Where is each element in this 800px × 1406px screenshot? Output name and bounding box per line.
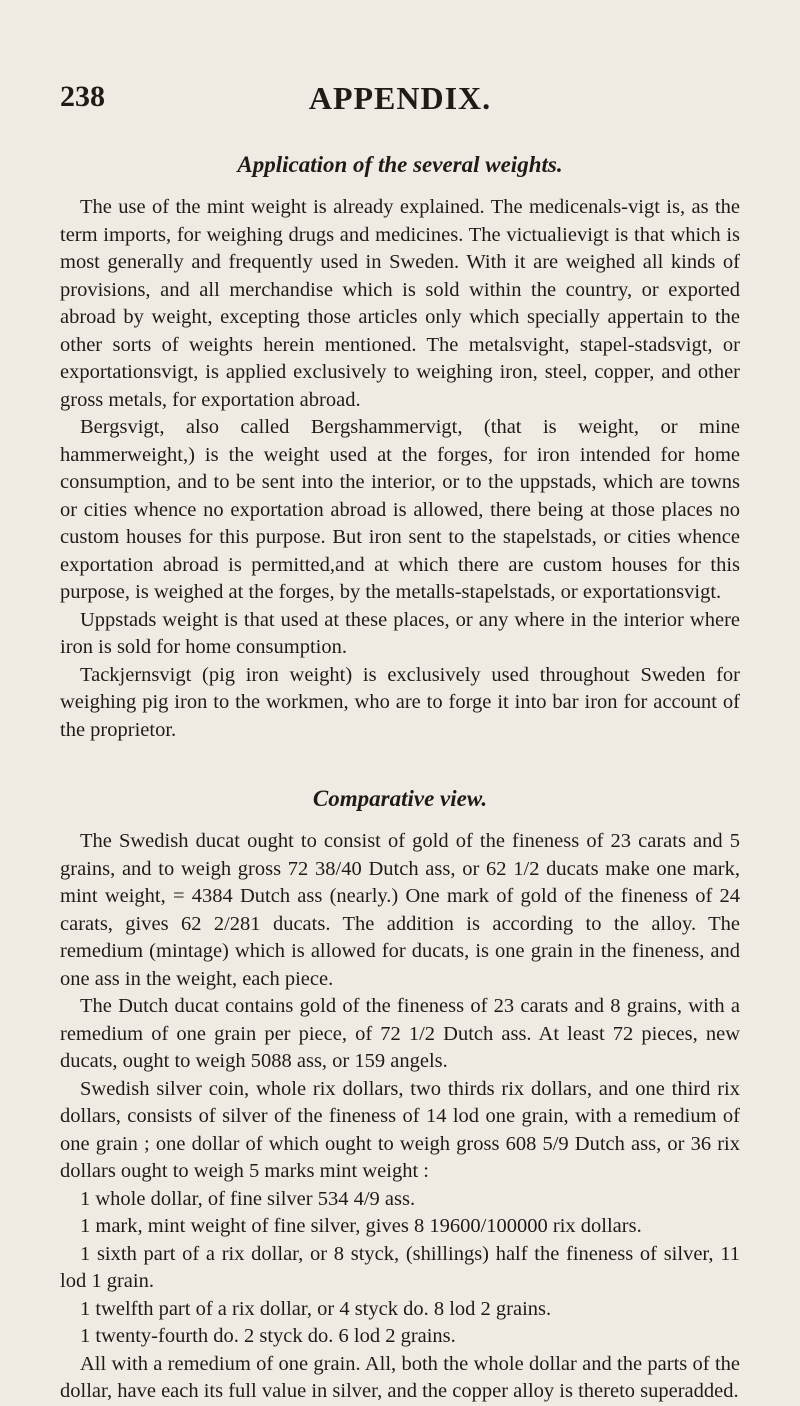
paragraph: The Dutch ducat contains gold of the fineness of 23 carats and 8 grains, with a remedium of one grain per piece, of 72 1/2 Dutch ass. At least 72 pieces, new ducats, ought to weigh 5088 ass, or 159 angels.: [60, 995, 740, 1072]
paragraph: The use of the mint weight is already explained. The medicenals-vigt is, as the term imports, for weighing drugs and medicines. The victualievigt is that which is most generally and frequently used in Sweden. With it are weighed all kinds of provisions, and all merchandise which is sold within the country, or exported abroad by weight, excepting those articles only which specially appertain to the other sorts of weights herein mentioned. The metalsvight, stapel-stadsvigt, or exportationsvigt, is applied exclusively to weighing iron, steel, copper, and other gross metals, for exportation abroad.: [60, 196, 740, 411]
paragraph: Bergsvigt, also called Bergshammervigt, (that is weight, or mine hammerweight,) is the weight used at the forges, for iron intended for home consumption, and to be sent into the interior, or to the uppstads, which are towns or cities whence no exportation abroad is allowed, there being at those places no custom houses for this purpose. But iron sent to the stapelstads, or cities whence exportation abroad is permitted,and at which there are custom houses for this purpose, is weighed at the forges, by the metalls-stapelstads, or exportationsvigt.: [60, 416, 740, 603]
section-heading: Comparative view.: [312, 786, 488, 811]
list-item: 1 mark, mint weight of fine silver, gives 8 19600/100000 rix dollars.: [80, 1215, 642, 1237]
section-heading: Application of the several weights.: [237, 152, 563, 177]
running-head: APPENDIX.: [308, 80, 492, 116]
paragraph: Swedish silver coin, whole rix dollars, two thirds rix dollars, and one third rix dollars, consists of silver of the fineness of 14 lod one grain, with a remedium of one grain ; one dollar of which ought to weigh gross 608 5/9 Dutch ass, or 36 rix dollars ought to weigh 5 marks mint weight :: [60, 1077, 740, 1182]
closing-paragraph: All with a remedium of one grain. All, both the whole dollar and the parts of the dollar, have each its full value in silver, and the copper alloy is thereto superadded.: [60, 1352, 740, 1402]
page-number: 238: [60, 80, 105, 113]
paragraph: Uppstads weight is that used at these places, or any where in the interior where iron is sold for home consumption.: [60, 608, 740, 658]
list-item: 1 sixth part of a rix dollar, or 8 styck, (shillings) half the fineness of silver, 11 lod 1 grain.: [60, 1242, 740, 1292]
page-body: [60, 150, 740, 1406]
list-item: 1 whole dollar, of fine silver 534 4/9 ass.: [80, 1187, 416, 1210]
list-item: 1 twenty-fourth do. 2 styck do. 6 lod 2 grains.: [80, 1325, 456, 1347]
page-header: [60, 80, 740, 120]
list-item: 1 twelfth part of a rix dollar, or 4 styck do. 8 lod 2 grains.: [80, 1297, 552, 1320]
coin-list: [60, 1186, 740, 1351]
section-divider: [60, 744, 740, 784]
paragraph: The Swedish ducat ought to consist of gold of the fineness of 23 carats and 5 grains, and to weigh gross 72 38/40 Dutch ass, or 62 1/2 ducats make one mark, mint weight, = 4384 Dutch ass (nearly.) One mark of gold of the fineness of 24 carats, gives 62 2/281 ducats. The addition is according to the alloy. The remedium (mintage) which is allowed for ducats, is one grain in the fineness, and one ass in the weight, each piece.: [60, 830, 740, 990]
paragraph: Tackjernsvigt (pig iron weight) is exclusively used throughout Sweden for weighing pig iron to the workmen, who are to forge it into bar iron for account of the proprietor.: [60, 663, 740, 741]
